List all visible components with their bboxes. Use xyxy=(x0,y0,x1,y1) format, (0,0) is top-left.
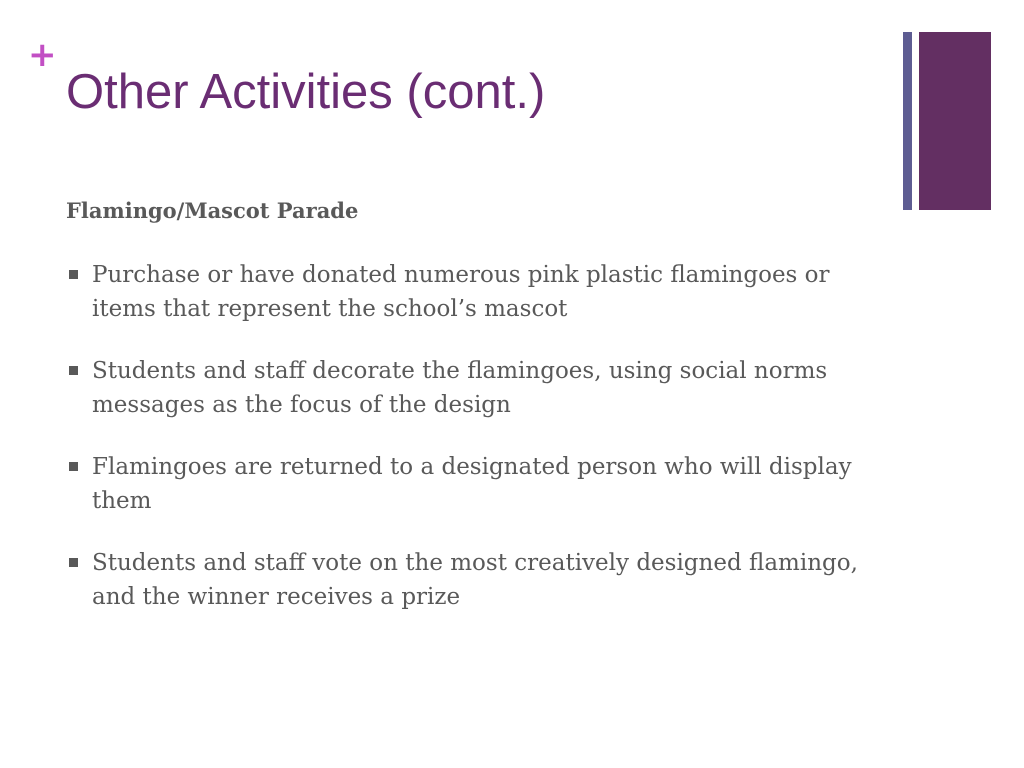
accent-bar-thick xyxy=(919,32,991,210)
bullet-item xyxy=(66,450,886,518)
bullet-text: Flamingoes are returned to a designated person who will display them xyxy=(92,454,852,514)
square-bullet-icon xyxy=(69,366,78,375)
section-subheading: Flamingo/Mascot Parade xyxy=(66,198,359,223)
bullet-text: Students and staff vote on the most creatively designed flamingo, and the winner receives a prize xyxy=(92,550,858,610)
bullet-list xyxy=(66,258,886,642)
bullet-text: Students and staff decorate the flamingoes, using social norms messages as the focus of the design xyxy=(92,358,828,418)
accent-bar-thin xyxy=(903,32,912,210)
bullet-item xyxy=(66,354,886,422)
square-bullet-icon xyxy=(69,270,78,279)
bullet-text: Purchase or have donated numerous pink plastic flamingoes or items that represent the school’s mascot xyxy=(92,262,830,322)
plus-icon: + xyxy=(28,35,57,75)
square-bullet-icon xyxy=(69,558,78,567)
bullet-item xyxy=(66,258,886,326)
square-bullet-icon xyxy=(69,462,78,471)
bullet-item xyxy=(66,546,886,614)
slide-title: Other Activities (cont.) xyxy=(66,65,546,119)
